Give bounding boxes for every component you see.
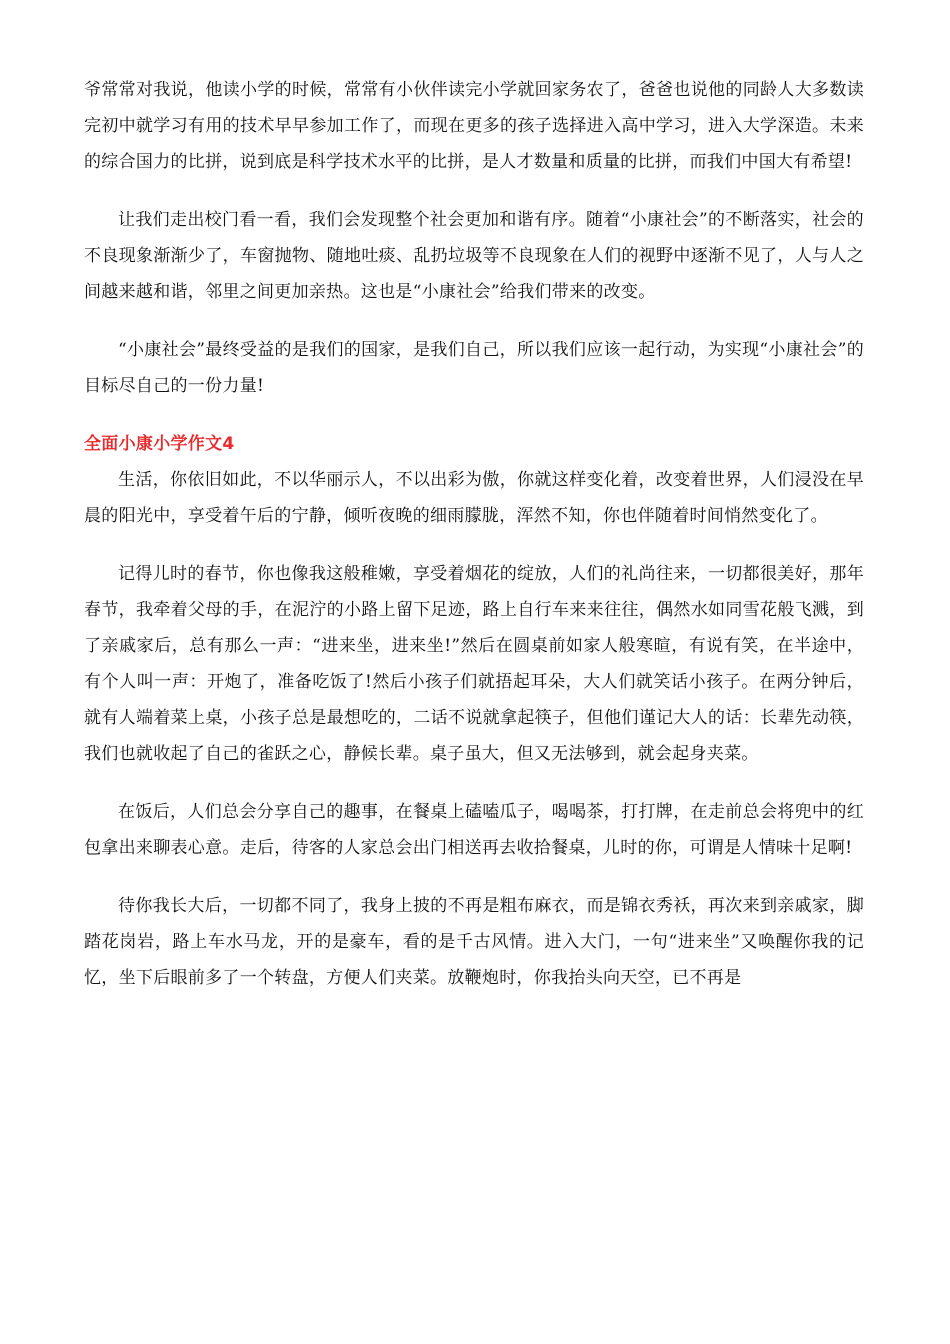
paragraph: 让我们走出校门看一看，我们会发现整个社会更加和谐有序。随着“小康社会”的不断落实，社会的不良现象渐渐少了，车窗抛物、随地吐痰、乱扔垃圾等不良现象在人们的视野中逐渐不见了，人与人之间越来越和谐，邻里之间更加亲热。这也是“小康社会”给我们带来的改变。	[84, 210, 864, 302]
section-heading: 全面小康小学作文4	[84, 434, 235, 454]
document-page	[84, 72, 864, 1018]
paragraph: 记得儿时的春节，你也像我这般稚嫩，享受着烟花的绽放，人们的礼尚往来，一切都很美好，那年春节，我牵着父母的手，在泥泞的小路上留下足迹，路上自行车来来往往，偶然水如同雪花般飞溅，到了亲戚家后，总有那么一声：“进来坐，进来坐!”然后在圆桌前如家人般寒暄，有说有笑，在半途中，有个人叫一声：开炮了，准备吃饭了!然后小孩子们就捂起耳朵，大人们就笑话小孩子。在两分钟后，就有人端着菜上桌，小孩子总是最想吃的，二话不说就拿起筷子，但他们谨记大人的话：长辈先动筷，我们也就收起了自己的雀跃之心，静候长辈。桌子虽大，但又无法够到，就会起身夹菜。	[84, 564, 864, 764]
paragraph: 待你我长大后，一切都不同了，我身上披的不再是粗布麻衣，而是锦衣秀袄，再次来到亲戚家，脚踏花岗岩，路上车水马龙，开的是豪车，看的是千古风情。进入大门，一句“进来坐”又唤醒你我的记忆，坐下后眼前多了一个转盘，方便人们夹菜。放鞭炮时，你我抬头向天空，已不再是	[84, 896, 864, 988]
paragraph: “小康社会”最终受益的是我们的国家，是我们自己，所以我们应该一起行动，为实现“小康社会”的目标尽自己的一份力量!	[84, 340, 864, 396]
paragraph-continued: 爷常常对我说，他读小学的时候，常常有小伙伴读完小学就回家务农了，爸爸也说他的同龄人大多数读完初中就学习有用的技术早早参加工作了，而现在更多的孩子选择进入高中学习，进入大学深造。未来的综合国力的比拼，说到底是科学技术水平的比拼，是人才数量和质量的比拼，而我们中国大有希望!	[84, 80, 864, 172]
paragraph: 在饭后，人们总会分享自己的趣事，在餐桌上磕嗑瓜子，喝喝茶，打打牌，在走前总会将兜中的红包拿出来聊表心意。走后，待客的人家总会出门相送再去收拾餐桌，儿时的你，可谓是人情味十足啊!	[84, 802, 864, 858]
paragraph: 生活，你依旧如此，不以华丽示人，不以出彩为傲，你就这样变化着，改变着世界，人们浸没在早晨的阳光中，享受着午后的宁静，倾听夜晚的细雨朦胧，浑然不知，你也伴随着时间悄然变化了。	[84, 470, 864, 526]
